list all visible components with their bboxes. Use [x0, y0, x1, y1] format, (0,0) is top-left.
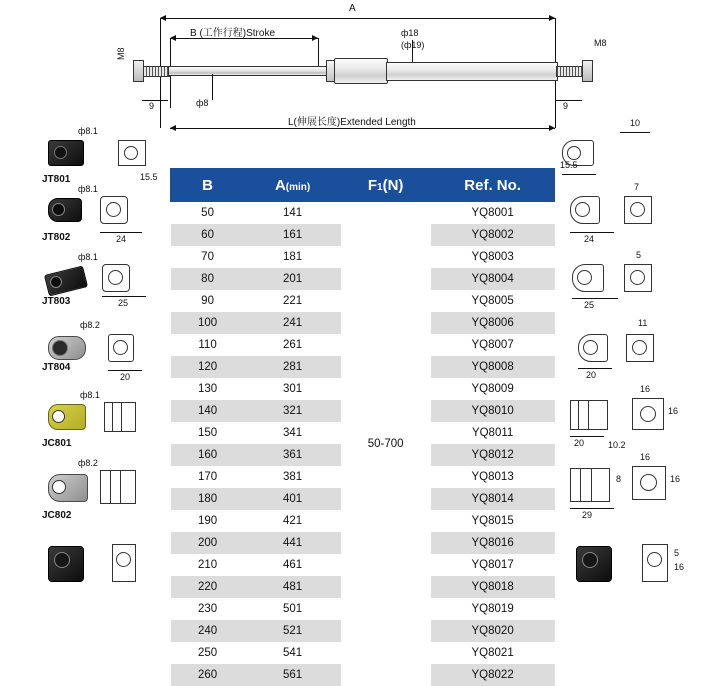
label-16-e: 16 — [674, 562, 684, 572]
dim-b-label: B (工作行程)Stroke — [190, 24, 275, 39]
right-part-6b-bore — [640, 474, 657, 491]
dim-24-right-line — [570, 232, 614, 233]
cell-a: 221 — [245, 290, 341, 312]
part-jc802-bore — [52, 480, 66, 494]
part-jc802-slot — [110, 470, 121, 504]
cell-b: 200 — [171, 532, 245, 554]
part-label-jc801: JC801 — [42, 438, 71, 449]
label-16-d: 16 — [670, 474, 680, 484]
col-header-f-sub: 1 — [377, 182, 383, 193]
cell-ref: YQ8006 — [431, 312, 555, 334]
cell-b: 220 — [171, 576, 245, 598]
cell-ref: YQ8005 — [431, 290, 555, 312]
right-part-7b-bore — [647, 552, 662, 567]
cell-ref: YQ8015 — [431, 510, 555, 532]
part-jt804-front-bore — [113, 340, 128, 355]
part-jt801-front-bore — [124, 146, 138, 160]
part-label-jt801: JT801 — [42, 174, 70, 185]
table-header-row — [171, 169, 555, 202]
cell-ref: YQ8022 — [431, 664, 555, 686]
cell-b: 160 — [171, 444, 245, 466]
label-jt804-dia: ф8.2 — [80, 320, 100, 330]
cell-b: 230 — [171, 598, 245, 620]
cell-ref: YQ8002 — [431, 224, 555, 246]
label-jt801-dia: ф8.1 — [78, 126, 98, 136]
label-16-a: 16 — [640, 384, 650, 394]
label-16-c: 16 — [640, 452, 650, 462]
label-jt803-dia: ф8.1 — [78, 252, 98, 262]
cell-b: 210 — [171, 554, 245, 576]
cell-a: 281 — [245, 356, 341, 378]
cell-ref: YQ8013 — [431, 466, 555, 488]
right-part-4b-bore — [632, 340, 647, 355]
cell-ref: YQ8003 — [431, 246, 555, 268]
label-jt803-dim: 25 — [118, 298, 128, 308]
right-part-5-slot — [578, 400, 589, 430]
right-part-5b-bore — [640, 406, 656, 422]
cylinder-tube — [386, 62, 558, 81]
cell-ref: YQ8010 — [431, 400, 555, 422]
cell-a: 441 — [245, 532, 341, 554]
cell-b: 90 — [171, 290, 245, 312]
cell-a: 181 — [245, 246, 341, 268]
cell-a: 241 — [245, 312, 341, 334]
cell-ref: YQ8008 — [431, 356, 555, 378]
label-15-5-a: 15.5 — [560, 160, 578, 170]
cell-a: 381 — [245, 466, 341, 488]
cell-ref: YQ8014 — [431, 488, 555, 510]
col-header-f-unit: (N) — [383, 177, 404, 194]
part-bottom-front-bore — [116, 552, 131, 567]
right-part-2-bore — [575, 202, 590, 217]
cell-b: 180 — [171, 488, 245, 510]
cell-a: 521 — [245, 620, 341, 642]
cell-ref: YQ8021 — [431, 642, 555, 664]
right-part-6-slot — [580, 468, 592, 502]
cell-a: 301 — [245, 378, 341, 400]
label-20-c: 20 — [574, 438, 584, 448]
cell-force-range: 50-700 — [341, 202, 431, 686]
label-jt804-dim: 20 — [120, 372, 130, 382]
right-parts-column — [556, 128, 720, 602]
label-dia-8: ф8 — [196, 98, 208, 108]
label-m8-right: M8 — [594, 38, 607, 48]
part-jt803-bore — [50, 276, 62, 288]
dim-9-left-line — [142, 100, 168, 101]
cell-b: 260 — [171, 664, 245, 686]
dim-l-arrow-right — [549, 125, 555, 131]
cell-b: 110 — [171, 334, 245, 356]
right-part-4-bore — [583, 340, 598, 355]
spec-table — [170, 168, 555, 686]
table-body — [171, 202, 555, 686]
part-jt803-front-bore — [108, 270, 123, 285]
cell-a: 421 — [245, 510, 341, 532]
label-8: 8 — [616, 474, 621, 484]
part-jt802-front-bore — [106, 202, 121, 217]
dim-15-5-a-line — [562, 174, 596, 175]
leader-dia8 — [212, 74, 213, 100]
cell-a: 501 — [245, 598, 341, 620]
label-dia-19: (ф19) — [401, 40, 424, 50]
cell-b: 170 — [171, 466, 245, 488]
cell-a: 561 — [245, 664, 341, 686]
cell-a: 321 — [245, 400, 341, 422]
label-20-right: 20 — [586, 370, 596, 380]
label-jt802-dia: ф8.1 — [78, 184, 98, 194]
part-jc801-slot — [112, 402, 122, 432]
dim-20-right-line — [578, 368, 612, 369]
cell-ref: YQ8012 — [431, 444, 555, 466]
label-29: 29 — [582, 510, 592, 520]
cell-ref: YQ8001 — [431, 202, 555, 225]
cell-b: 250 — [171, 642, 245, 664]
thread-right-m8 — [556, 66, 584, 77]
cell-a: 401 — [245, 488, 341, 510]
table-row — [171, 202, 555, 225]
thread-left-m8 — [142, 66, 170, 77]
col-header-b: B — [171, 169, 245, 202]
col-header-f — [341, 169, 431, 202]
part-label-jt804: JT804 — [42, 362, 70, 373]
cell-b: 240 — [171, 620, 245, 642]
cell-ref: YQ8020 — [431, 620, 555, 642]
cell-a: 261 — [245, 334, 341, 356]
ext-line-b-right — [318, 38, 319, 68]
cell-ref: YQ8019 — [431, 598, 555, 620]
cell-b: 50 — [171, 202, 245, 225]
cell-b: 80 — [171, 268, 245, 290]
col-header-ref: Ref. No. — [431, 169, 555, 202]
part-jt801-bore — [54, 146, 67, 159]
dim-25-right-line — [572, 298, 618, 299]
cell-ref: YQ8017 — [431, 554, 555, 576]
dim-29-line — [570, 508, 614, 509]
part-jc801-bore — [52, 410, 65, 423]
cell-b: 120 — [171, 356, 245, 378]
table-header — [171, 169, 555, 202]
cell-ref: YQ8009 — [431, 378, 555, 400]
dim-l-line — [170, 128, 555, 129]
cell-a: 341 — [245, 422, 341, 444]
cell-b: 60 — [171, 224, 245, 246]
dim-20-c-line — [570, 436, 604, 437]
cell-a: 141 — [245, 202, 341, 225]
right-part-5 — [570, 400, 608, 430]
col-header-f-text: F — [368, 177, 377, 194]
col-header-a-sub: (min) — [286, 182, 310, 193]
cell-ref: YQ8004 — [431, 268, 555, 290]
dim-20-line — [108, 370, 142, 371]
part-jt802-bore — [52, 203, 65, 216]
label-dia-18: ф18 — [401, 28, 418, 38]
cell-ref: YQ8018 — [431, 576, 555, 598]
cell-a: 361 — [245, 444, 341, 466]
piston-rod — [168, 66, 332, 76]
cell-a: 481 — [245, 576, 341, 598]
cell-b: 130 — [171, 378, 245, 400]
part-label-jt802: JT802 — [42, 232, 70, 243]
cell-b: 190 — [171, 510, 245, 532]
cell-b: 140 — [171, 400, 245, 422]
dim-a-label: A — [349, 3, 356, 14]
label-15-5-left: 15.5 — [140, 172, 158, 182]
part-jt804-bore — [52, 340, 68, 356]
dim-a-line — [160, 18, 555, 19]
cell-ref: YQ8007 — [431, 334, 555, 356]
label-5: 5 — [636, 250, 641, 260]
right-part-3-bore — [577, 270, 592, 285]
part-bottom-bore — [54, 552, 70, 568]
right-part-3b-bore — [630, 270, 645, 285]
label-extended-length: L(伸展长度)Extended Length — [288, 113, 416, 128]
label-5-b: 5 — [674, 548, 679, 558]
label-jc801-dia: ф8.1 — [80, 390, 100, 400]
right-part-1-bore — [567, 146, 581, 160]
cell-ref: YQ8016 — [431, 532, 555, 554]
label-25-right: 25 — [584, 300, 594, 310]
label-7: 7 — [634, 182, 639, 192]
label-9-right: 9 — [563, 101, 568, 111]
label-16-b: 16 — [668, 406, 678, 416]
part-label-jc802: JC802 — [42, 510, 71, 521]
dim-25-line — [102, 296, 146, 297]
part-label-jt803: JT803 — [42, 296, 70, 307]
cell-a: 541 — [245, 642, 341, 664]
nut-right — [582, 60, 593, 82]
cell-b: 70 — [171, 246, 245, 268]
col-header-a-text: A — [275, 177, 286, 194]
right-part-7-bore — [582, 552, 598, 568]
label-jc802-dia: ф8.2 — [78, 458, 98, 468]
label-11: 11 — [638, 318, 647, 328]
cell-b: 100 — [171, 312, 245, 334]
dim-9-right-line — [556, 100, 582, 101]
col-header-a — [245, 169, 341, 202]
cell-b: 150 — [171, 422, 245, 444]
cell-a: 201 — [245, 268, 341, 290]
right-part-2b-bore — [630, 202, 645, 217]
cell-a: 461 — [245, 554, 341, 576]
dim-l-arrow-left — [170, 125, 176, 131]
label-9-left: 9 — [149, 101, 154, 111]
label-10: 10 — [630, 118, 640, 128]
dim-24-line — [100, 232, 142, 233]
label-jt802-dim: 24 — [116, 234, 126, 244]
cylinder-body — [334, 58, 388, 84]
cell-a: 161 — [245, 224, 341, 246]
cell-ref: YQ8011 — [431, 422, 555, 444]
label-m8-left: M8 — [116, 47, 126, 60]
nut-left — [133, 60, 144, 82]
left-parts-column — [0, 128, 168, 602]
label-24-right: 24 — [584, 234, 594, 244]
label-10-2: 10.2 — [608, 440, 626, 450]
